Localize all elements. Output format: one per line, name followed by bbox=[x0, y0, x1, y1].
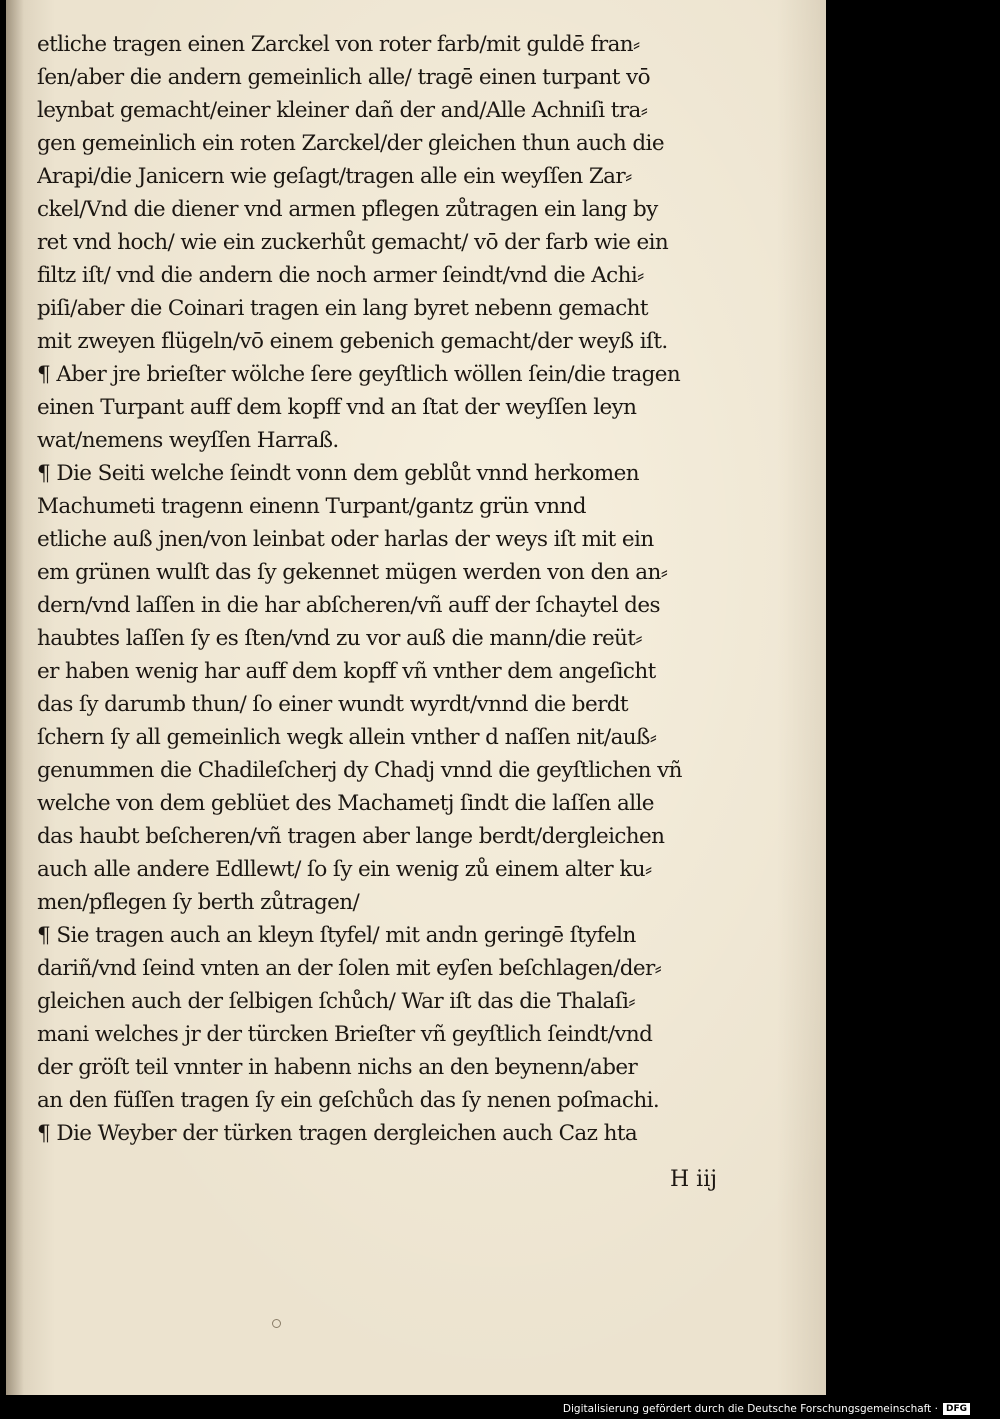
text-line: ckel/Vnd die diener vnd armen pflegen zůtragen ein lang by bbox=[37, 197, 658, 222]
text-line: an den füſſen tragen ſy ein geſchůch das ſy nenen poſmachi. bbox=[37, 1088, 660, 1113]
text-line: genummen die Chadileſcherj dy Chadj vnnd die geyſtlichen vñ bbox=[37, 758, 682, 783]
text-line: Machumeti tragenn einenn Turpant/gantz grün vnnd bbox=[37, 494, 586, 519]
digitization-footer bbox=[563, 1401, 970, 1417]
text-line: mit zweyen flügeln/vō einem gebenich gemacht/der weyß iſt. bbox=[37, 329, 668, 354]
text-line: der gröſt teil vnnter in habenn nichs an den beynenn/aber bbox=[37, 1055, 638, 1080]
text-line: etliche auß jnen/von leinbat oder harlas der weys iſt mit ein bbox=[37, 527, 654, 552]
text-line: Arapi/die Janicern wie geſagt/tragen alle ein weyſſen Zar⸗ bbox=[37, 164, 632, 189]
page-ornament-dot bbox=[272, 1319, 281, 1328]
text-line: einen Turpant auff dem kopff vnd an ſtat der weyſſen leyn bbox=[37, 395, 637, 420]
text-line: filtz iſt/ vnd die andern die noch armer ſeindt/vnd die Achi⸗ bbox=[37, 263, 644, 288]
text-line: dern/vnd laſſen in die har abſcheren/vñ auff der ſchaytel des bbox=[37, 593, 660, 618]
page-binding-shadow bbox=[6, 0, 24, 1395]
page-text-block bbox=[37, 28, 817, 1150]
text-line: ¶ Die Seiti welche ſeindt vonn dem geblůt vnnd herkomen bbox=[37, 461, 639, 486]
dfg-logo: DFG bbox=[943, 1403, 970, 1415]
text-line: dariñ/vnd ſeind vnten an der ſolen mit eyſen beſchlagen/der⸗ bbox=[37, 956, 662, 981]
text-line: ¶ Aber jre brieſter wölche ſere geyſtlich wöllen ſein/die tragen bbox=[37, 362, 681, 387]
text-line: etliche tragen einen Zarckel von roter farb/mit guldē fran⸗ bbox=[37, 32, 640, 57]
text-line: das haubt beſcheren/vñ tragen aber lange berdt/dergleichen bbox=[37, 824, 665, 849]
signature-mark: H iij bbox=[670, 1167, 718, 1192]
text-line: men/pflegen ſy berth zůtragen/ bbox=[37, 890, 360, 915]
text-line: ret vnd hoch/ wie ein zuckerhůt gemacht/ vō der farb wie ein bbox=[37, 230, 669, 255]
text-line: welche von dem geblüet des Machametj ſindt die laſſen alle bbox=[37, 791, 654, 816]
text-line: ¶ Sie tragen auch an kleyn ſtyfel/ mit andn geringē ſtyfeln bbox=[37, 923, 636, 948]
text-line: haubtes laſſen ſy es ſten/vnd zu vor auß die mann/die reüt⸗ bbox=[37, 626, 642, 651]
text-line: ſchern ſy all gemeinlich wegk allein vnther d naſſen nit/auß⸗ bbox=[37, 725, 657, 750]
text-line: gleichen auch der ſelbigen ſchůch/ War iſt das die Thalaſi⸗ bbox=[37, 989, 635, 1014]
text-line: leynbat gemacht/einer kleiner dañ der and/Alle Achniſi tra⸗ bbox=[37, 98, 648, 123]
text-line: das ſy darumb thun/ ſo einer wundt wyrdt/vnnd die berdt bbox=[37, 692, 628, 717]
footer-credit-text: Digitalisierung gefördert durch die Deutsche Forschungsgemeinschaft · bbox=[562, 1403, 938, 1415]
text-line: gen gemeinlich ein roten Zarckel/der gleichen thun auch die bbox=[37, 131, 664, 156]
text-line: mani welches jr der türcken Brieſter vñ geyſtlich ſeindt/vnd bbox=[37, 1022, 653, 1047]
text-line: piſi/aber die Coinari tragen ein lang byret nebenn gemacht bbox=[37, 296, 648, 321]
text-line: er haben wenig har auff dem kopff vñ vnther dem angeſicht bbox=[37, 659, 656, 684]
text-line: ¶ Die Weyber der türken tragen dergleichen auch Caz hta bbox=[37, 1121, 638, 1146]
text-line: em grünen wulſt das ſy gekennet mügen werden von den an⸗ bbox=[37, 560, 668, 585]
text-line: auch alle andere Edllewt/ ſo ſy ein wenig zů einem alter ku⸗ bbox=[37, 857, 652, 882]
text-line: wat/nemens weyſſen Harraß. bbox=[37, 428, 339, 453]
book-page bbox=[6, 0, 826, 1395]
text-line: ſen/aber die andern gemeinlich alle/ tragē einen turpant vō bbox=[37, 65, 650, 90]
